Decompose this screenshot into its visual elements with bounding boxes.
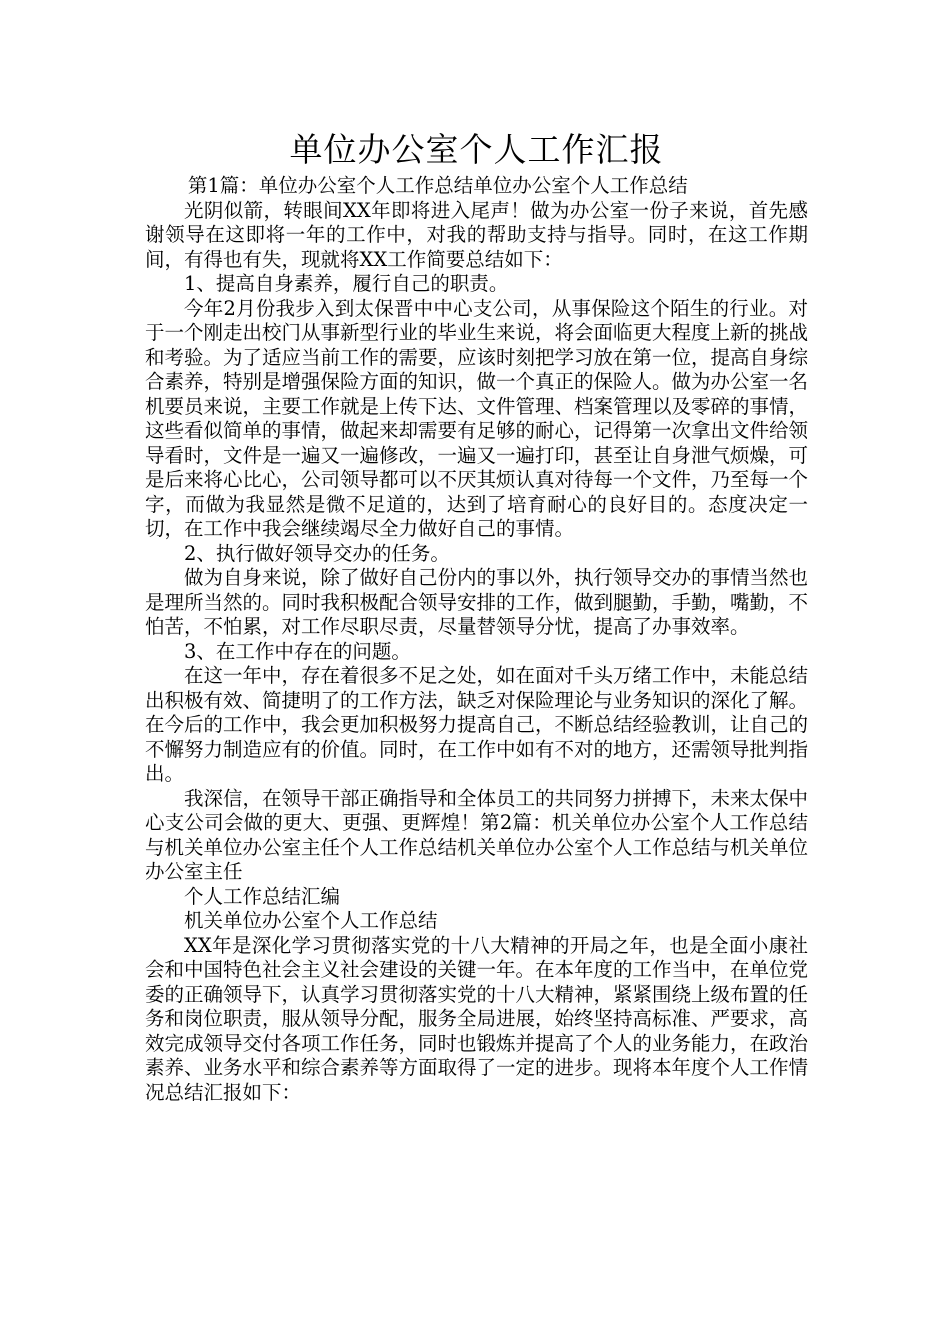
section-heading-1: 1、提高自身素养，履行自己的职责。 [184, 272, 509, 295]
paragraph-section-3: 在这一年中，存在着很多不足之处，如在面对千头万绪工作中，未能总结出积极有效、简捷明了的工作方法，缺乏对保险理论与业务知识的深化了解。在今后的工作中，我会更加积极努力提高自己，不断总结经验教训，让自己的不懈努力制造应有的价值。同时，在工作中如有不对的地方，还需领导批判指出。 [145, 664, 809, 785]
paragraph-section-2: 做为自身来说，除了做好自己份内的事以外，执行领导交办的事情当然也是理所当然的。同时我积极配合领导安排的工作，做到腿勤，手勤，嘴勤，不怕苦，不怕累，对工作尽职尽责，尽量替领导分忧，提高了办事效率。 [145, 566, 809, 638]
section-heading-3: 3、在工作中存在的问题。 [184, 639, 411, 663]
section-heading-2: 2、执行做好领导交办的任务。 [184, 541, 450, 565]
document-title: 单位办公室个人工作汇报 [289, 130, 664, 169]
compilation-label: 个人工作总结汇编 [184, 884, 341, 908]
paragraph-article-2-intro: XX年是深化学习贯彻落实党的十八大精神的开局之年，也是全面小康社会和中国特色社会主义社会建设的关键一年。在本年度的工作当中，在单位党委的正确领导下，认真学习贯彻落实党的十八大精神，紧紧围绕上级布置的任务和岗位职责，服从领导分配，服务全局进展，始终坚持高标准、严要求，高效完成领导交付各项工作任务，同时也锻炼并提高了个人的业务能力，在政治素养、业务水平和综合素养等方面取得了一定的进步。现将本年度个人工作情况总结汇报如下： [145, 933, 809, 1104]
paragraph-conclusion: 我深信，在领导干部正确指导和全体员工的共同努力拼搏下，未来太保中心支公司会做的更大、更强、更辉煌！第2篇：机关单位办公室个人工作总结与机关单位办公室主任个人工作总结机关单位办公室个人工作总结与机关单位办公室主任 [145, 786, 809, 883]
document-page [145, 128, 808, 1105]
paragraph-intro: 光阴似箭，转眼间XX年即将进入尾声！做为办公室一份子来说，首先感谢领导在这即将一年的工作中，对我的帮助支持与指导。同时，在这工作期间，有得也有失，现就将XX工作简要总结如下： [145, 198, 808, 271]
article-heading-1: 第1篇：单位办公室个人工作总结单位办公室个人工作总结 [187, 174, 688, 197]
paragraph-section-1: 今年2月份我步入到太保晋中中心支公司，从事保险这个陌生的行业。对于一个刚走出校门从事新型行业的毕业生来说，将会面临更大程度上新的挑战和考验。为了适应当前工作的需要，应该时刻把学习放在第一位，提高自身综合素养，特别是增强保险方面的知识，做一个真正的保险人。做为办公室一名机要员来说，主要工作就是上传下达、文件管理、档案管理以及零碎的事情，这些看似简单的事情，做起来却需要有足够的耐心，记得第一次拿出文件给领导看时，文件是一遍又一遍修改，一遍又一遍打印，甚至让自身泄气烦燥，可是后来将心比心，公司领导都可以不厌其烦认真对待每一个文件，乃至每一个字，而做为我显然是微不足道的，达到了培育耐心的良好目的。态度决定一切，在工作中我会继续竭尽全力做好自己的事情。 [145, 296, 809, 540]
article-heading-2: 机关单位办公室个人工作总结 [184, 909, 438, 932]
